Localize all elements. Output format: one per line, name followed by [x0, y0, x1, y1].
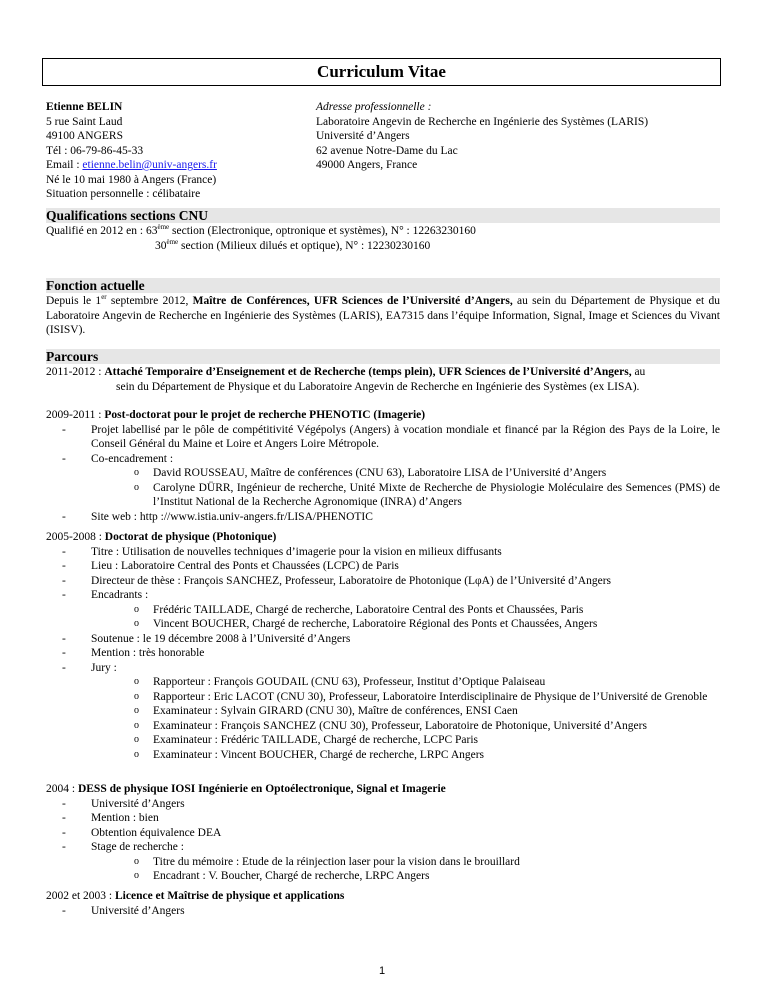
- list-item: - Lieu : Laboratoire Central des Ponts et Chaussées (LCPC) de Paris: [62, 560, 399, 572]
- list-item: - Mention : bien: [62, 812, 159, 824]
- personal-status: Situation personnelle : célibataire: [46, 188, 201, 200]
- list-item: o Examinateur : Vincent BOUCHER, Chargé de recherche, LRPC Angers: [134, 748, 485, 761]
- list-item: - Directeur de thèse : François SANCHEZ, Professeur, Laboratoire de Photonique (LφA) de l’Université d’Angers: [62, 574, 612, 587]
- section-heading-fonction: Fonction actuelle: [46, 278, 720, 293]
- email-link[interactable]: etienne.belin@univ-angers.fr: [82, 159, 217, 171]
- professional-address: [316, 100, 736, 173]
- page-title: Curriculum Vitae: [42, 58, 721, 86]
- list-item: - Mention : très honorable: [62, 647, 205, 659]
- list-item: - Site web : http ://www.istia.univ-angers.fr/LISA/PHENOTIC: [62, 510, 373, 523]
- page-number: 1: [379, 965, 386, 977]
- list-item: - Université d’Angers: [62, 904, 185, 917]
- list-item: - Université d’Angers: [62, 797, 185, 810]
- entry-doctorat: 2005-2008 : Doctorat de physique (Photonique) - Titre : Utilisation de nouvelles techniques d’imagerie pour la vision en milieux diffusants - Lieu : Laboratoire Central des Ponts et Chaussées (LCPC) de Paris - Directeur de thèse : François SANCHEZ, Professeur, Laboratoire de Photonique (LφA) de l’Université d’Angers - Encadrants : o Frédéric TAILLADE, Chargé de recherche, Laboratoire Central des Ponts et Chaussées, Paris o Vincent BOUCHER, Chargé de recherche, Laboratoire Régional des Ponts et Chaussées, Angers - Soutenue : le 19 décembre 2008 à l’Université d’Angers - Mention : très honorable - Jury : o Rapporteur : François GOUDAIL (CNU 63), Professeur, Institut d’Optique Palaiseau o Rapporteur : Eric LACOT (CNU 30), Professeur, Laboratoire Interdisciplinaire de Physique de l’Université de Grenoble o Examinateur : Sylvain GIRARD (CNU 30), Maître de conférences, ENSI Caen o Examinateur : François SANCHEZ (CNU 30), Professeur, Laboratoire de Photonique, Université d’Angers o Examinateur : Frédéric TAILLADE, Chargé de recherche, LCPC Paris o Examinateur : Vincent BOUCHER, Chargé de recherche, LRPC Angers: [46, 530, 720, 762]
- entry-licence: 2002 et 2003 : Licence et Maîtrise de physique et applications - Université d’Angers: [46, 889, 720, 918]
- list-item: o Vincent BOUCHER, Chargé de recherche, Laboratoire Régional des Ponts et Chaussées, Angers: [134, 618, 598, 630]
- entry-dess: 2004 : DESS de physique IOSI Ingénierie en Optoélectronique, Signal et Imagerie - Université d’Angers - Mention : bien - Obtention équivalence DEA - Stage de recherche : o Titre du mémoire : Etude de la réinjection laser pour la vision dans le brouillard o Encadrant : V. Boucher, Chargé de recherche, LRPC Angers: [46, 782, 720, 884]
- fonction-text: Depuis le 1er septembre 2012, Maître de Conférences, UFR Sciences de l’Université d’Angers, au sein du Département de Physique et du Laboratoire Angevin de Recherche en Ingénierie des Systèmes (LARIS), EA7315 dans l’équipe Information, Signal, Image et Sciences du Vivant (ISISV).: [46, 293, 720, 336]
- list-item: o Encadrant : V. Boucher, Chargé de recherche, LRPC Angers: [134, 870, 430, 882]
- pro-street: 62 avenue Notre-Dame du Lac: [316, 144, 458, 157]
- section-heading-cnu: Qualifications sections CNU: [46, 208, 720, 223]
- list-item: - Jury :: [62, 661, 117, 674]
- cnu-line-63: Qualifié en 2012 en : 63ème section (Electronique, optronique et systèmes), N° : 12263230160: [46, 223, 476, 237]
- entry-postdoc: 2009-2011 : Post-doctorat pour le projet de recherche PHENOTIC (Imagerie) - Projet labellisé par le pôle de compétitivité Végépolys (Angers) à vocation mondiale et financé par la Région des Pays de la Loire, le Conseil Général du Maine et Loire et Angers Loire Métropole. - Co-encadrement : o David ROUSSEAU, Maître de conférences (CNU 63), Laboratoire LISA de l’Université d’Angers o Carolyne DÜRR, Ingénieur de recherche, Unité Mixte de Recherche de Physiologie Moléculaire des Semences (PMS) de l’Institut National de la Recherche Agronomique (INRA) d’Angers - Site web : http ://www.istia.univ-angers.fr/LISA/PHENOTIC: [46, 409, 720, 523]
- list-item: - Projet labellisé par le pôle de compétitivité Végépolys (Angers) à vocation mondiale et financé par la Région des Pays de la Loire, le Conseil Général du Maine et Loire et Angers Loire Métropole.: [62, 423, 720, 450]
- birth-info: Né le 10 mai 1980 à Angers (France): [46, 173, 217, 186]
- list-item: o Titre du mémoire : Etude de la réinjection laser pour la vision dans le brouillard: [134, 855, 520, 868]
- list-item: o Rapporteur : François GOUDAIL (CNU 63), Professeur, Institut d’Optique Palaiseau: [134, 676, 546, 688]
- street: 5 rue Saint Laud: [46, 115, 123, 128]
- city: 49100 ANGERS: [46, 130, 123, 142]
- cnu-line-30: 30ème section (Milieux dilués et optique), N° : 12230230160: [155, 237, 431, 252]
- university: Université d’Angers: [316, 130, 410, 142]
- entry-ater: 2011-2012 : Attaché Temporaire d’Enseignement et de Recherche (temps plein), UFR Sciences de l’Université d’Angers, au sein du Département de Physique et du Laboratoire Angevin de Recherche en Ingénierie des Systèmes (ex LISA).: [46, 366, 646, 393]
- section-heading-parcours: Parcours: [46, 349, 720, 364]
- list-item: - Encadrants :: [62, 589, 149, 601]
- pro-city: 49000 Angers, France: [316, 159, 418, 171]
- list-item: o Frédéric TAILLADE, Chargé de recherche, Laboratoire Central des Ponts et Chaussées, Paris: [134, 603, 584, 616]
- list-item: o Carolyne DÜRR, Ingénieur de recherche, Unité Mixte de Recherche de Physiologie Moléculaire des Semences (PMS) de l’Institut National de la Recherche Agronomique (INRA) d’Angers: [134, 481, 720, 508]
- list-item: - Stage de recherche :: [62, 841, 184, 853]
- list-item: o Examinateur : Frédéric TAILLADE, Chargé de recherche, LCPC Paris: [134, 734, 479, 746]
- list-item: - Obtention équivalence DEA: [62, 826, 222, 839]
- cnu-block: [46, 224, 720, 253]
- list-item: o Examinateur : François SANCHEZ (CNU 30), Professeur, Laboratoire de Photonique, Université d’Angers: [134, 719, 647, 732]
- list-item: o Rapporteur : Eric LACOT (CNU 30), Professeur, Laboratoire Interdisciplinaire de Physique de l’Université de Grenoble: [134, 690, 708, 703]
- lab-name: Laboratoire Angevin de Recherche en Ingénierie des Systèmes (LARIS): [316, 115, 649, 128]
- person-name: Etienne BELIN: [46, 101, 123, 113]
- contact-block: [46, 100, 346, 202]
- list-item: - Titre : Utilisation de nouvelles techniques d’imagerie pour la vision en milieux diffusants: [62, 545, 502, 558]
- email-label: Email :: [46, 159, 83, 171]
- list-item: o David ROUSSEAU, Maître de conférences (CNU 63), Laboratoire LISA de l’Université d’Angers: [134, 467, 607, 479]
- phone: Tél : 06-79-86-45-33: [46, 144, 144, 157]
- list-item: o Examinateur : Sylvain GIRARD (CNU 30), Maître de conférences, ENSI Caen: [134, 705, 518, 717]
- address-label: Adresse professionnelle :: [316, 101, 432, 113]
- email-line: [46, 158, 346, 173]
- list-item: - Soutenue : le 19 décembre 2008 à l’Université d’Angers: [62, 632, 351, 645]
- list-item: - Co-encadrement :: [62, 452, 174, 465]
